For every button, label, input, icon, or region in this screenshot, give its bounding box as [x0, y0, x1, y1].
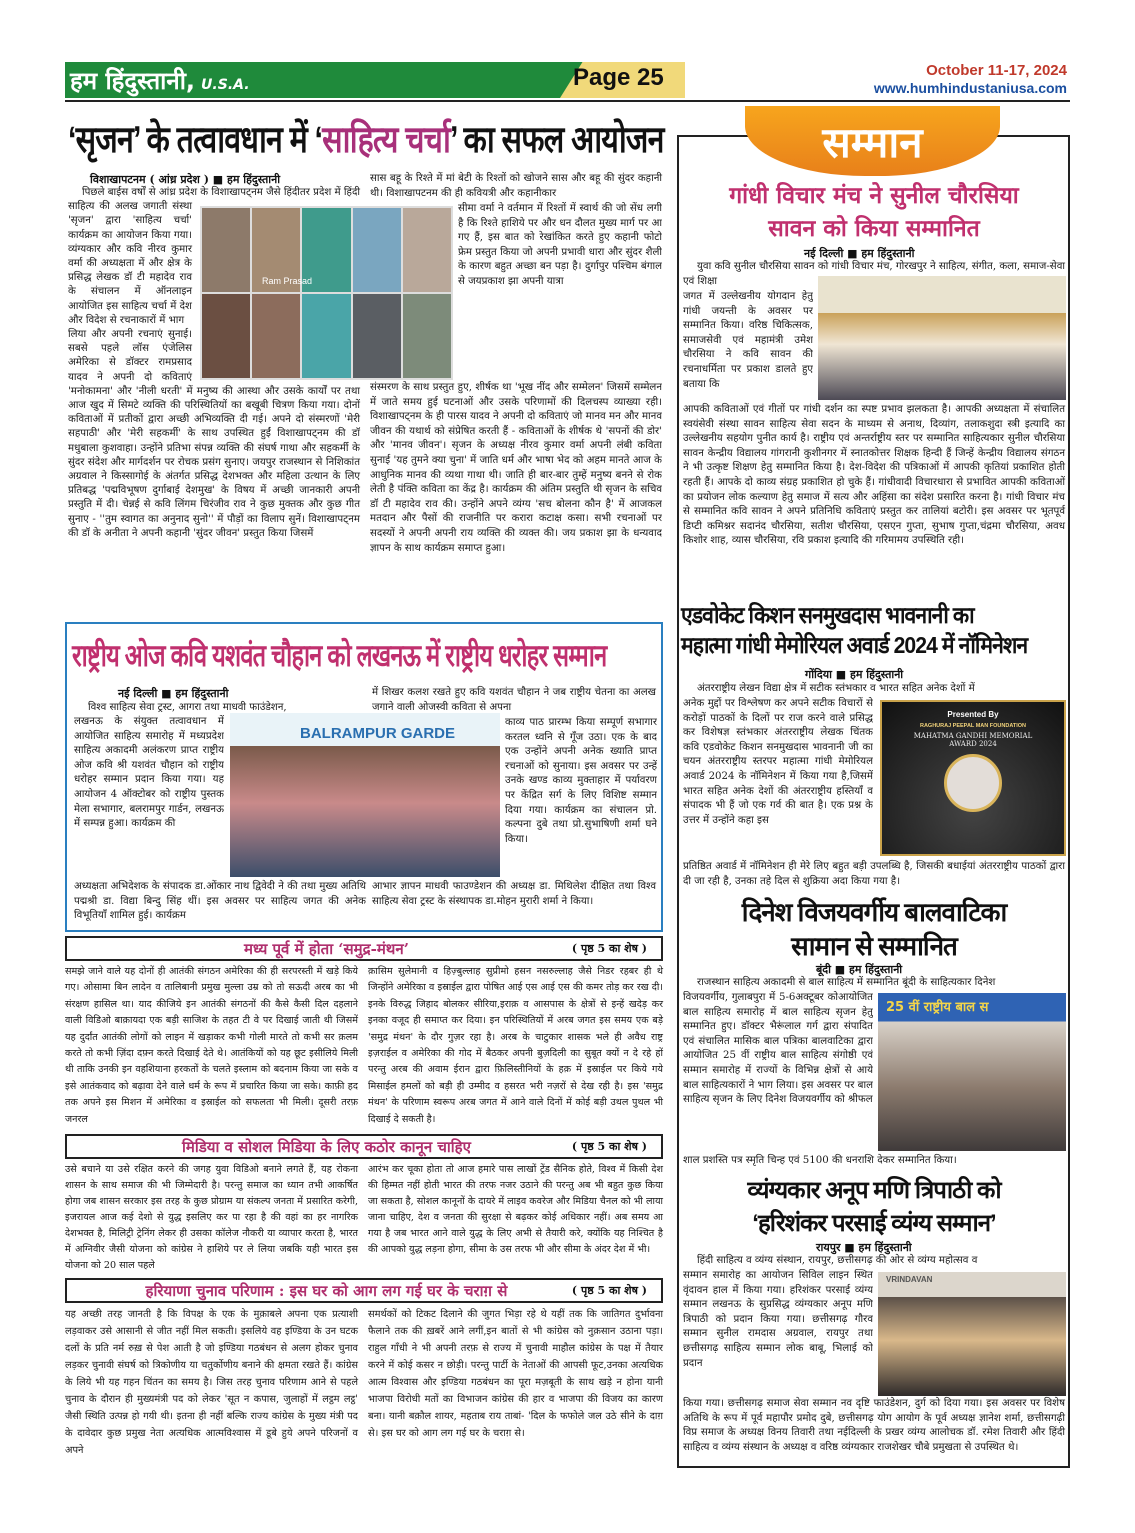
gandhi-memorial-award-poster: [880, 700, 1066, 856]
continued-3-col2: समर्थकों को टिकट दिलाने की जुगत भिड़ा रहे थे यहीं तक कि जातिगत दुर्भावना फैलाने तक की ख़बरें आने लगीं,इन बातों से भी कांग्रेस को नुक़सान उठाना पड़ा। राहुल गाँधी ने भी अपनी तरफ़ से राज्य में चुनावी माहौल कांग्रेस के पक्ष में तैयार करने में कोई कसर न छोड़ी। परन्तु पार्टी के नेताओं की आपसी फूट,उनका अत्यधिक आत्म विश्वास और इण्डिया गठबंधन का पूरा मज़बूती के साथ खड़े न होना यानी भाजपा विरोधी मतों का विभाजन कांग्रेस की हार व भाजपा की विजय का कारण बना। यानी बक़ौल शायर, महताब राय ताबां- 'दिल के फफोले जल उठे सीने के दाग़ से। इस घर को आग लग गई घर के चराग़ से।: [368, 1309, 663, 1439]
continued-banner-1: [65, 936, 663, 961]
balvatika-award-photo: [878, 993, 1066, 1151]
article1-headline: [68, 112, 664, 168]
story1-lead: युवा कवि सुनील चौरसिया सावन को गांधी विचार मंच, गोरखपुर ने साहित्य, संगीत, कला, समाज-सेवा एवं शिक्षा: [683, 261, 1065, 287]
video-call-collage-photo: [200, 206, 453, 380]
banner-title: मिडिया व सोशल मिडिया के लिए कठोर कानून चाहिए: [181, 1137, 471, 1156]
story3-side: विजयवर्गीय, गुलाबपुरा में 5-6अक्टूबर कोआयोजित बाल साहित्य समारोह में बाल साहित्य सृजन हेतु सम्मानित हुए। डॉक्टर भैरूंलाल गर्ग द्वारा संपादित एवं संचालित मासिक बाल पत्रिका बालवाटिका द्वारा आयोजित 25 वीं राष्ट्रीय बाल साहित्य संगोष्ठी एवं सम्मान समारोह में राज्यों के विभिन्न क्षेत्रों से आये बाल साहित्यकारों ने भाग लिया। इस अवसर पर बाल साहित्य सृजन के लिए दिनेश विजयवर्गीय को श्रीफल: [683, 992, 873, 1106]
photo-banner-text: BALRAMPUR GARDE: [300, 725, 455, 742]
continued-2-col2: आरंभ कर चूका होता तो आज हमारे पास लाखों ट्रेंड सैनिक होते, विश्व में किसी देश की हिम्मत नहीं होती भारत की तरफ नजर उठाने की परन्तु अब भी बहुत कुछ किया जा सकता है, सोशल कानूनों के दायरे में लाइव कवरेज और मिडिया चैनल को भी लाया जाना चाहिए, देश व जनता की सुरक्षा से बढ़कर कोई अधिकार नहीं। अब समय आ गया है जब भारत आने वाले युद्ध के लिए अभी से तैयारी करे, क्योंकि यह निश्चित है की आपको युद्ध लड़ना होगा, सीमा के उस तरफ भी और सीमा के अंदर देश में भी।: [368, 1164, 663, 1255]
article1-col2-top: सास बहू के रिश्ते में मां बेटी के रिश्तों को खोजने सास और बहू की सुंदर कहानी थी। विशाखापटनम की ही कवियत्री और कहानीकार: [370, 173, 662, 199]
headline-line: सामान से सम्मानित: [791, 931, 957, 961]
headline-part: ’ का सफल आयोजन: [449, 119, 664, 160]
headline-line: महात्मा गांधी मेमोरियल अवार्ड 2024 में नॉमिनेशन: [681, 632, 1028, 658]
article1-col2: संस्मरण के साथ प्रस्तुत हुए, शीर्षक था 'भूख नींद और सम्मेलन' जिसमें सम्मेलन में जाते समय हुई घटनाओं और उसके परिणामों की दिलचस्प व्याख्या रही। विशाखापट्नम के ही पारस यादव ने अपनी दो कविताएं जो मानव मन और मानव जीवन की यथार्थ को संप्रेषित करती हैं - कविताओं के शीर्षक थे 'सपनों की डोर' और 'मानव जीवन'। सृजन के अध्यक्ष नीरव कुमार वर्मा अपनी लंबी कविता सुनाई 'यह तुमने क्या चुना' में जाति धर्म और भाषा भेद को अहम मानते आज के आधुनिक मानव की व्यथा गाथा थी। जाति ही बार-बार तुम्हें मनुष्य बनने से रोक लेती है पंक्ति कविता का केंद्र है। कार्यक्रम की अंतिम प्रस्तुति थी सृजन के सचिव डॉ टी महादेव राव की। उन्होंने अपने व्यंग्य 'सच बोलना कौन है' में आजकल मतदान और पैसों की राजनीति पर करारा कटाक्ष कसा। सभी रचनाओं पर सदस्यों ने अपनी अपनी राय व्यक्ति की व्यक्त की। जय प्रकाश झा के धन्यवाद ज्ञापन के साथ कार्यक्रम समाप्त हुआ।: [370, 382, 662, 554]
article2-col2-bottom: आभार ज्ञापन माधवी फाउण्डेशन की अध्यक्ष डा. मिथिलेश दीक्षित तथा विश्व साहित्य सेवा ट्रस्ट के संस्थापक डा.मोहन मुरारी शर्मा ने किया।: [372, 881, 656, 907]
story2-dateline: गोंदिया ■ हम हिंदुस्तानी: [805, 668, 904, 681]
website-link[interactable]: www.humhindustaniusa.com: [873, 80, 1067, 96]
award-ceremony-photo: [230, 713, 500, 877]
honoree-portrait: [944, 754, 1002, 812]
story2-headline: [681, 600, 1067, 660]
article2-dateline: नई दिल्ली ■ हम हिंदुस्तानी: [118, 687, 229, 700]
banner-title: हरियाणा चुनाव परिणाम : इस घर को आग लग गई घर के चराग़ से: [145, 1281, 508, 1300]
story1-headline: [680, 180, 1068, 246]
page-number: Page 25: [573, 64, 664, 91]
award-organization: RAGHURAJ PEEPAL MAN FOUNDATION: [919, 723, 1027, 729]
story4-headline: [680, 1174, 1068, 1240]
article2-col2-side: काव्य पाठ प्रारम्भ किया सम्पूर्ण सभागार करतल ध्वनि से गूँज उठा। एक के बाद एक उन्होंने अपनी अनेक ख्याति प्राप्त रचनाओं को सुनाया। इस अवसर पर उन्हें उनके खण्ड काव्य मुक्ताहार में पर्यावरण पर केंद्रित सर्ग के लिए विशिष्ट सम्मान दिया गया। कार्यक्रम का संचालन प्रो. कल्पना दुबे तथा प्रो.सुभाषिणी शर्मा घने किया।: [505, 717, 657, 845]
lead-text: पिछले बाईस वर्षों से आंध्र प्रदेश के विशाखापट्नम जैसे हिंदीतर प्रदेश में हिंदी साहित्य की अलख जगाती संस्था 'सृजन' द्वारा 'साहित्य चर्चा' कार्यक्रम का आयोजन किया गया। व्यंग्यकार और कवि नीरव कुमार वर्मा की अध्यक्षता में और क्षेत्र के प्रसिद्ध लेखक डॉ टी महादेव राव के संचालन में ऑनलाइन आयोजित इस साहित्य चर्चा में देश और विदेश से रचनाकारों में भाग: [68, 187, 360, 326]
story4-body: किया गया। छत्तीसगढ़ समाज सेवा सम्मान नव दृष्टि फाउंडेशन, दुर्ग को दिया गया। इस अवसर पर विशेष अतिथि के रूप में पूर्व महापौर प्रमोद दुबे, छत्तीसगढ़ योग आयोग के पूर्व अध्यक्ष ज्ञानेश शर्मा, छत्तीसगढ़ी विप्र समाज के अध्यक्ष विनय तिवारी तथा नईदिल्ली के प्रखर व्यंग्य आलोचक डॉ. रमेश तिवारी और हिंदी साहित्य व व्यंग्य संस्थान के अध्यक्ष व वरिष्ठ व्यंग्यकार राजशेखर चौबे प्रमुखता से उपस्थित थे।: [683, 1398, 1065, 1453]
story4-dateline: रायपुर ■ हम हिंदुस्तानी: [816, 1241, 912, 1254]
article2-col1: लखनऊ के संयुक्त तत्वावधान में आयोजित साहित्य समारोह में मध्यप्रदेश साहित्य अकादमी अलंकरण प्राप्त राष्ट्रीय ओज कवि श्री यशवंत चौहान को राष्ट्रीय धरोहर सम्मान प्रदान किया गया। यह आयोजन 4 ऑक्टोबर को राष्ट्रीय पुस्तक मेला सभागार, बलरामपुर गार्डन, लखनऊ में सम्पन्न हुआ। कार्यक्रम की: [74, 716, 224, 830]
story1-side: जगत में उल्लेखनीय योगदान हेतु गांधी जयन्ती के अवसर पर सम्मानित किया। वरिष्ठ चिकित्सक, समाजसेवी एवं महामंत्री उमेश चौरसिया ने कवि सावन की रचनाधर्मिता पर प्रकाश डालते हुए बताया कि: [683, 291, 813, 390]
article2-lead: विश्व साहित्य सेवा ट्रस्ट, आगरा तथा माधवी फाउंडेशन,: [88, 702, 287, 713]
story3-headline: [680, 895, 1068, 963]
section-title: सम्मान: [822, 117, 923, 167]
story2-lead: अंतरराष्ट्रीय लेखन विद्या क्षेत्र में सटीक स्तंभकार व भारत सहित अनेक देशों में: [697, 683, 975, 694]
banner-title: मध्य पूर्व में होता ‘समुद्र-मंथन’: [243, 939, 409, 958]
story2-side: अनेक मुद्दों पर विश्लेषण कर अपने सटीक विचारों से करोड़ों पाठकों के दिलों पर राज करने वाले प्रसिद्ध कर विशेषज्ञ स्तंभकार अंतरराष्ट्रीय लेखक चिंतक कवि एडवोकेट किशन सनमुखदास भावनानी जी का चयन अंतरराष्ट्रीय स्तरपर महात्मा गांधी मेमोरियल अवार्ड 2024 के नॉमिनेशन में किया गया है,जिसमें भारत सहित अनेक देशों की अंतरराष्ट्रीय हस्तियाँ व संपादक भी हैं जो एक गर्व की बात है। एक प्रश्न के उत्तर में उन्होंने कहा इस: [683, 698, 873, 826]
gandhi-vichar-award-photo: [818, 276, 1066, 400]
continued-note[interactable]: ( पृष्ठ 5 का शेष ): [571, 1140, 647, 1153]
header-rule: [65, 100, 1070, 102]
article1-dateline: विशाखापटनम ( आंध्र प्रदेश ) ■ हम हिंदुस्तानी: [90, 173, 281, 186]
award-presented-by: Presented By: [947, 710, 999, 719]
headline-highlight: साहित्य चर्चा: [322, 119, 450, 160]
issue-date: October 11-17, 2024: [926, 62, 1067, 79]
continued-banner-3: [65, 1278, 663, 1303]
article1-col2-side: सीमा वर्मा ने वर्तमान में रिश्तों में स्वार्थ की जो सेंध लगी है कि रिश्ते हाशिये पर और धन दौलत मुख्य मार्ग पर आ गए हैं, इस बात को रेखांकित करते हुए कहानी फोटो फ्रेम प्रस्तुत किया जो अपनी प्रभावी धारा और सुंदर शैली के कारण बहुत अच्छा बन पड़ा है। दुर्गापुर पश्चिम बंगाल से जयप्रकाश झा अपनी यात्रा: [458, 203, 662, 287]
parsai-award-photo: [878, 1272, 1066, 1396]
continued-2-col1: उसे बचाने या उसे रक्षित करने की जगह युवा विडिओ बनाने लगते हैं, यह रोकना शासन के साथ समाज की भी जिम्मेदारी है। परन्तु समाज का ध्यान तभी आकर्षित होगा जब शासन सरकार इस तरह के कुछ प्रोग्राम या संकल्प जनता में प्रसारित करेगी, इजरायल आज कई देशो से युद्ध इसलिए कर पा रहा है की वहां का हर नागरिक देशभक्त है, मिलिट्री ट्रेनिंग लेकर ही उसका कॉलेज नौकरी या व्यापार करता है, भारत में अग्निवीर जैसी योजना को कांग्रेस ने हाशिये पर ले लिया जबकि यही भारत इस योजना को 20 साल पहले: [65, 1164, 358, 1271]
headline-line: व्यंग्यकार अनूप मणि त्रिपाठी को: [747, 1177, 1001, 1204]
article2-col2-top: में शिखर कलश रखते हुए कवि यशवंत चौहान ने जब राष्ट्रीय चेतना का अलख जगाने वाली ओजस्वी कविता से अपना: [372, 687, 656, 713]
photo-banner-text: 25 वीं राष्ट्रीय बाल स: [886, 1000, 989, 1015]
story1-body: आपकी कविताओं एवं गीतों पर गांधी दर्शन का स्पष्ट प्रभाव झलकता है। आपकी अध्यक्षता में संचालित स्वयंसेवी संस्था सावन साहित्य सेवा सदन के माध्यम से अनाथ, दिव्यांग, तलाकशुदा स्त्री इत्यादि का उल्लेखनीय सहयोग पुनीत कार्य है। राष्ट्रीय एवं अन्तर्राष्ट्रीय स्तर पर सम्मानित साहित्यकार सुनील चौरसिया सावन केन्द्रीय विद्यालय गांगरानी कुशीनगर में स्नातकोत्तर शिक्षक हिन्दी हैं जिन्हें केन्द्रीय विद्यालय संगठन ने भी उत्कृष्ट शिक्षण हेतु सम्मानित किया है। देश-विदेश की पत्रिकाओं में आपकी कृतियां प्रकाशित होती रहती हैं। आपके दो काव्य संग्रह प्रकाशित हो चुके हैं। गांधीवादी विचारधारा से प्रभावित आपकी कविताओं का प्रयोजन लोक कल्याण हेतु समाज में सत्य और अहिंसा का संदेश प्रसारित करना है। गांधी विचार मंच से सम्मानित कवि सावन ने अपने प्रतिनिधि कविताएं प्रस्तुत कर तालियां बटोरी। इस अवसर पर भूतपूर्व डिप्टी कमिश्नर सदानंद चौरसिया, सतीश चौरसिया, एसएन गुप्ता, सुभाष गुप्ता,चंद्रमा चौरसिया, अवध किशोर शाह, व्यास चौरसिया, रवि प्रकाश इत्यादि की गरिमामय उपस्थिति रही।: [683, 404, 1065, 547]
photo-caption: Ram Prasad: [262, 276, 313, 286]
story3-lead: राजस्थान साहित्य अकादमी से बाल साहित्य में सम्मानित बूंदी के साहित्यकार दिनेश: [697, 977, 996, 988]
article2-headline: राष्ट्रीय ओज कवि यशवंत चौहान को लखनऊ में राष्ट्रीय धरोहर सम्मान: [72, 638, 607, 673]
award-name: MAHATMA GANDHI MEMORIAL AWARD 2024: [913, 732, 1033, 748]
headline-line: सावन को किया सम्मानित: [768, 216, 980, 242]
article2-col1-bottom: अध्यक्षता अभिदेशक के संपादक डा.ओंकार नाथ द्विवेदी ने की तथा मुख्य अतिथि पद्मश्री डा. विद्या बिन्दु सिंह थीं। इस अवसर पर साहित्य जगत की अनेक विभूतियाँ शामिल हुई। कार्यक्रम: [74, 881, 366, 922]
continued-1-col1: समझे जाने वाले यह दोनों ही आतंकी संगठन अमेरिका की ही सरपरस्ती में खड़े किये गए। ओसामा बिन लादेन व तालिबानी प्रमुख मुल्ला उम्र को तो सऊदी अरब का भी संरक्षण हासिल था। याद कीजिये इन आतंकी संगठनों की कैसे कैसी दिल दहलाने वाली विडिओ बाक़ायदा एक बड़ी साजिश के तहत टी वे पर दिखाई जाती थी जिसमें यह दुर्दांत आतंकी लोगों को लाइन में खड़ाकर कभी गोली मारते तो कभी सर क़लम करते तो कभी ज़िंदा दफ़्न करते दिखाई देते थे। आतंकियों को यह छूट इसीलिये मिली थी ताकि उनकी इन वहशियाना हरकतों के चलते इस्लाम को बदनाम किया जा सके व इसे आतंकवाद को बढ़ावा देने वाले धर्म के रूप में प्रचारित किया जा सके। काफ़ी हद तक अपने इस मिशन में अमेरिका व इस्राईल को सफलता भी मिली। दूसरी तरफ़ जनरल: [65, 966, 358, 1125]
brand-suffix: U.S.A.: [201, 77, 250, 93]
photo-banner-text: VRINDAVAN: [886, 1275, 933, 1284]
masthead-brand: [70, 64, 250, 97]
continued-note[interactable]: ( पृष्ठ 5 का शेष ): [571, 1284, 647, 1297]
continued-1-col2: क़ासिम सुलेमानी व हिज़्बुल्लाह सुप्रीमो हसन नसरुल्लाह जैसे निडर रहबर ही थे जिन्होंने अमेरिका व इस्राईल द्वारा पोषित आई एस आई एस की कमर तोड़ कर रख दी। इनके विरुद्ध जिहाद बोलकर सीरिया,इराक़ व आसपास के क्षेत्रों से इन्हें खदेड़ कर इनका वजूद ही समाप्त कर दिया। इन परिस्थितियों में अरब जगत इस समय एक बड़े 'समुद्र मंथन' के दौर गुज़र रहा है। अरब के चाटुकार शासक भले ही अवैध राष्ट्र इज़राईल व अमेरिका की गोद में बैठकर अपनी बुज़दिली का सुबूत क्यों न दे रहे हों परन्तु अरब की अवाम ईरान द्वारा फ़िलिस्तीनियों के हक़ में इस्राईल पर किये गये मिसाईल हमलों को बड़ी ही उम्मीद व हसरत भरी नज़रों से देख रही है। इस 'समुद्र मंथन' के परिणाम स्वरूप अरब जगत में आने वाले दिनों में कोई बड़ी उथल पुथल भी दिखाई दे सकती है।: [368, 966, 663, 1125]
continued-3-col1: यह अच्छी तरह जानती है कि विपक्ष के एक के मुक़ाबले अपना एक प्रत्याशी लड़वाकर उसे आसानी से जीत नहीं मिल सकती। इसलिये वह इण्डिया के उन घटक दलों के प्रति नर्म रुख़ से पेश आती है जो इण्डिया गठबंधन से अलग होकर चुनाव लड़कर चुनावी संघर्ष को त्रिकोणीय या चतुर्कोणीय बनाने की क्षमता रखते हैं। कांग्रेस के लिये भी यह गहन चिंतन का समय है। जिस तरह चुनाव परिणाम आने से पहले चुनाव के दौरान ही मुख्यमंत्री पद को लेकर 'सूत न कपास, जुलाहों में लट्ठम लट्ठ' जैसी स्थिति उत्पन्न हो गयी थी। इतना ही नहीं बल्कि राज्य कांग्रेस के मुख्य मंत्री पद के दावेदार कुछ प्रमुख नेता अत्यधिक आत्मविश्वास में डूबे हुये अपने परिजनों व अपने: [65, 1309, 358, 1456]
article1-col1: लिया और अपनी रचनाएं सुनाई। सबसे पहले लॉस एंजेलिस अमेरिका से डॉक्टर रामप्रसाद यादव ने अपनी दो कविताएं 'मनोकामना' और 'नीली धरती' में मनुष्य की आस्था और उसके कार्यों पर तथा आज खुद में सिमटे व्यक्ति की परिस्थितियों का बखूबी चित्रण किया गया। दोनों कविताओं में प्रतीकों द्वारा अच्छी अभिव्यक्ति दी गई। अपने दो संस्मरणों 'मेरी सहपाठी' और 'मेरी सहकर्मी' के साथ उपस्थित हुईं विशाखापट्नम की डॉ मधुबाला कुशवाहा। उन्होंने प्रतिभा संपन्न व्यक्ति की संघर्ष गाथा और सहकर्मी के सुंदर संदेश और मार्गदर्शन पर रोचक प्रसंग सुनाए। जयपुर राजस्थान से निशिकांत अग्रवाल ने किस्सागोई के अंतर्गत प्रसिद्ध देशभक्त और महिला उत्थान के लिए प्रतिबद्ध 'पद्मविभूषण दुर्गाबाई देशमुख' के विषय में अच्छी जानकारी अपनी प्रस्तुति में दी। चेन्नई से कवि लिंगम चिरंजीव राव ने कुछ मुक्तक और कुछ गीत सुनाए - ''तुम स्वागत का अनुनाद सुनो'' में पौड़ों का विलाप सुनें। विशाखापट्नम की डॉ के अनीता ने अपनी कहानी 'सुंदर जीवन' प्रस्तुत किया जिसमें: [68, 329, 360, 539]
headline-line: ‘हरिशंकर परसाई व्यंग्य सम्मान’: [752, 1210, 996, 1237]
story2-body: प्रतिष्ठित अवार्ड में नॉमिनेशन ही मेरे लिए बहुत बड़ी उपलब्धि है, जिसकी बधाईयां अंतरराष्ट्रीय पाठकों द्वारा दी जा रही है, उनका तहे दिल से शुक्रिया अदा किया गया है।: [683, 861, 1065, 887]
headline-part: ‘सृजन’ के तत्वावधान में ‘: [68, 119, 323, 160]
story4-side: सम्मान समारोह का आयोजन सिविल लाइन स्थित वृंदावन हाल में किया गया। हरिशंकर परसाई व्यंग्य सम्मान लखनऊ के सुप्रसिद्ध व्यंग्यकार अनूप मणि त्रिपाठी को प्रदान किया गया। छत्तीसगढ़ गौरव सम्मान सुनील रामदास अग्रवाल, रायपुर तथा छत्तीसगढ़ साहित्य सम्मान लोक बाबू, भिलाई को प्रदान: [683, 1270, 873, 1369]
headline-line: दिनेश विजयवर्गीय बालवाटिका: [741, 897, 1007, 927]
headline-line: गांधी विचार मंच ने सुनील चौरसिया: [729, 183, 1019, 209]
story1-dateline: नई दिल्ली ■ हम हिंदुस्तानी: [804, 247, 915, 260]
story3-body: शाल प्रशस्ति पत्र स्मृति चिन्ह एवं 5100 की धनराशि देकर सम्मानित किया।: [683, 1155, 957, 1166]
story3-dateline: बूंदी ■ हम हिंदुस्तानी: [816, 963, 903, 976]
headline-line: एडवोकेट किशन सनमुखदास भावनानी का: [681, 602, 974, 628]
continued-banner-2: [65, 1134, 663, 1159]
story4-lead: हिंदी साहित्य व व्यंग्य संस्थान, रायपुर, छत्तीसगढ़ की ओर से व्यंग्य महोत्सव व: [697, 1255, 978, 1266]
brand-name: हम हिंदुस्तानी,: [70, 67, 196, 95]
continued-note[interactable]: ( पृष्ठ 5 का शेष ): [571, 942, 647, 955]
